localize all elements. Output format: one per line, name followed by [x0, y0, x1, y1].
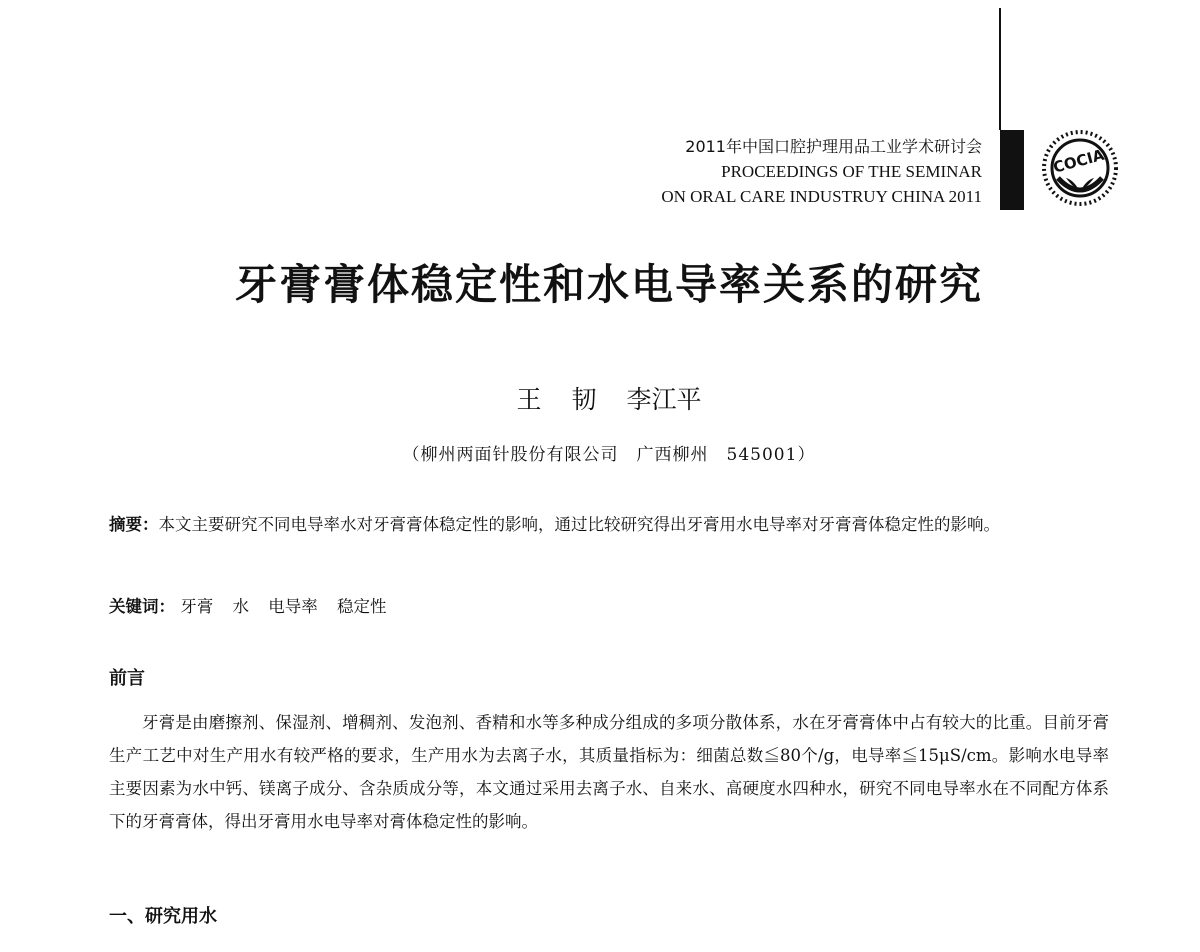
- keyword: 水: [232, 597, 249, 616]
- header-black-bar: [1000, 130, 1024, 210]
- keywords: [109, 594, 1109, 620]
- paper-title: 牙膏膏体稳定性和水电导率关系的研究: [234, 260, 983, 309]
- conference-name-en-1: PROCEEDINGS OF THE SEMINAR: [721, 162, 982, 181]
- keyword: 稳定性: [337, 597, 387, 616]
- abstract-text: 本文主要研究不同电导率水对牙膏膏体稳定性的影响，通过比较研究得出牙膏用水电导率对牙膏膏体稳定性的影响。: [158, 515, 1000, 534]
- affiliation: （柳州两面针股份有限公司 广西柳州 545001）: [402, 445, 816, 465]
- abstract-label: 摘要：: [109, 515, 159, 534]
- authors: 王 韧 李江平: [516, 385, 702, 414]
- keyword: 牙膏: [180, 597, 214, 616]
- keyword: 电导率: [268, 597, 318, 616]
- conference-name-cn: 2011年中国口腔护理用品工业学术研讨会: [685, 137, 982, 156]
- header-vertical-rule: [999, 8, 1001, 130]
- keywords-label: 关键词：: [109, 597, 175, 616]
- proceedings-header: [661, 134, 982, 209]
- abstract: [109, 508, 1109, 541]
- intro-paragraph: 牙膏是由磨擦剂、保湿剂、增稠剂、发泡剂、香精和水等多种成分组成的多项分散体系，水在牙膏膏体中占有较大的比重。目前牙膏生产工艺中对生产用水有较严格的要求，生产用水为去离子水，其质量指标为：细菌总数≦80个/g，电导率≦15μS/cm。影响水电导率主要因素为水中钙、镁离子成分、含杂质成分等，本文通过采用去离子水、自来水、高硬度水四种水，研究不同电导率水在不同配方体系下的牙膏膏体，得出牙膏用水电导率对膏体稳定性的影响。: [109, 713, 1109, 831]
- conference-name-en-2: ON ORAL CARE INDUSTRUY CHINA 2011: [661, 187, 982, 206]
- cocia-logo-icon: [1038, 126, 1122, 210]
- section-heading-intro: 前言: [109, 668, 145, 689]
- section-heading-1: 一、研究用水: [109, 906, 217, 927]
- logo-text: COCIA: [1051, 145, 1107, 177]
